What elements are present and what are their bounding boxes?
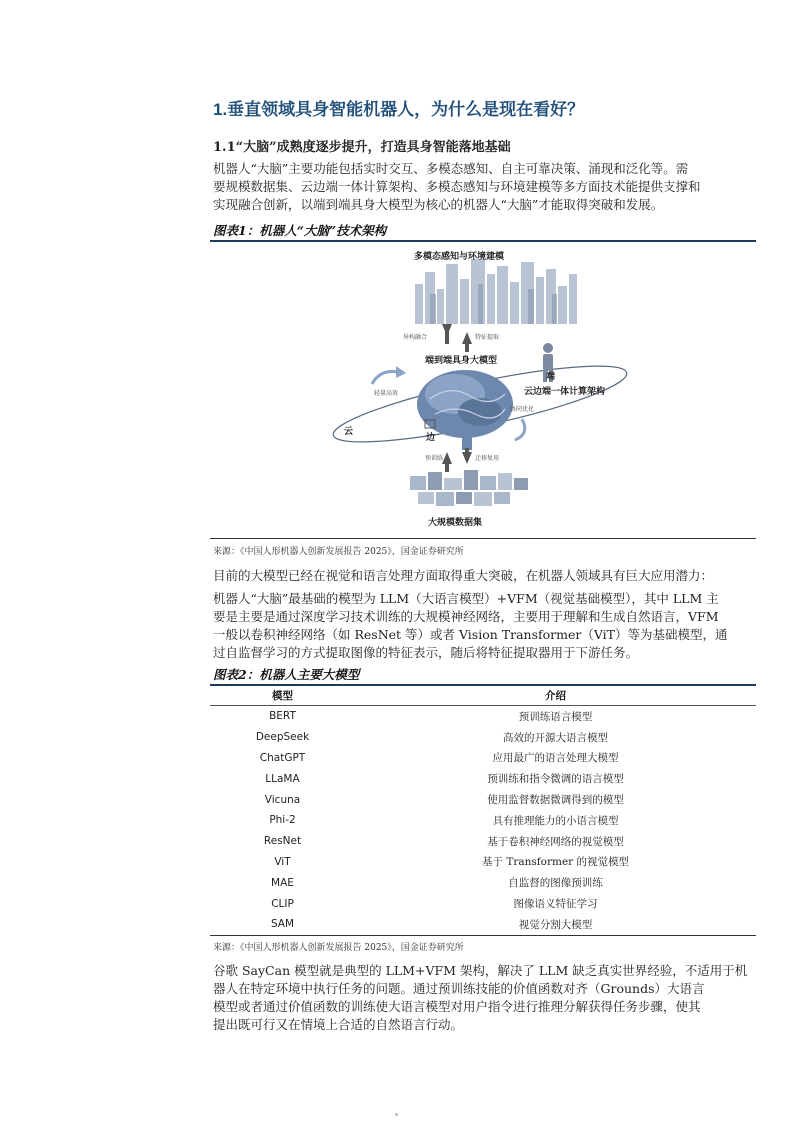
table-row [210, 706, 756, 727]
paragraph-3 [213, 590, 759, 662]
cell-intro: 预训练语言模型 [518, 710, 593, 723]
table-row [210, 872, 756, 893]
cell-model: ChatGPT [259, 751, 306, 764]
para4-line: 谷歌 SayCan 模型就是典型的 LLM+VFM 架构，解决了 LLM 缺乏真实世界经验，不适用于机 [213, 963, 748, 978]
para3-line: 机器人“大脑”最基础的模型为 LLM（大语言模型）+VFM（视觉基础模型），其中 LLM 主 [213, 591, 719, 606]
intro-line: 实现融合创新，以端到端具身大模型为核心的机器人“大脑”才能取得突破和发展。 [213, 197, 664, 212]
cell-model: SAM [270, 918, 295, 931]
cell-intro: 使用监督数据微调得到的模型 [487, 794, 624, 807]
intro-line: 机器人“大脑”主要功能包括实时交互、多模态感知、自主可靠决策、涌现和泛化等。需 [213, 161, 689, 176]
label-edge: 边 [426, 433, 436, 443]
cell-intro: 视觉分割大模型 [518, 918, 593, 931]
table-row [210, 748, 756, 769]
para3-line: 要是主要是通过深度学习技术训练的大规模神经网络，主要用于理解和生成自然语言，VFM [213, 609, 719, 624]
label-feature: 特征提取 [475, 334, 500, 341]
figure1-top-rule [210, 240, 756, 242]
dataset-cubes-graphic [410, 470, 528, 506]
section-title: 1.垂直领域具身智能机器人，为什么是现在看好？ [213, 100, 585, 119]
cell-model: ResNet [263, 835, 302, 848]
cell-model: Vicuna [264, 793, 301, 806]
figure1-title: 图表1：机器人“大脑”技术架构 [213, 223, 387, 238]
label-fusion: 异构融合 [403, 334, 428, 341]
label-coop: 协同优化 [510, 406, 535, 413]
cell-model: ViT [274, 855, 291, 868]
label-end: 端 [546, 372, 556, 382]
label-transfer: 迁移复用 [475, 455, 500, 462]
table-row [210, 893, 756, 914]
table-row [210, 768, 756, 789]
para4-line: 器人在特定环境中执行任务的问题。通过预训练技能的价值函数对齐（Grounds）大语言 [213, 981, 705, 996]
label-cloud-edge: 云边端一体计算架构 [524, 387, 606, 397]
figure1-source: 来源：《中国人形机器人创新发展报告 2025》，国金证券研究所 [213, 547, 464, 557]
figure1-bottom-rule [210, 538, 756, 539]
table-row [210, 914, 756, 935]
cell-intro: 具有推理能力的小语言模型 [492, 814, 619, 827]
paragraph-4 [213, 962, 759, 1034]
architecture-figure [330, 244, 670, 534]
header-model: 模型 [272, 690, 293, 702]
models-table [210, 686, 756, 935]
cell-intro: 自监督的图像预训练 [508, 877, 603, 890]
cell-intro: 基于 Transformer 的视觉模型 [481, 856, 630, 869]
label-multimodal: 多模态感知与环境建模 [414, 252, 505, 262]
para3-line: 过自监督学习的方式提取图像的特征表示，随后将特征提取器用于下游任务。 [213, 645, 639, 660]
paragraph-2: 目前的大模型已经在视觉和语言处理方面取得重大突破，在机器人领域具有巨大应用潜力： [213, 568, 714, 583]
cell-intro: 图像语义特征学习 [513, 898, 598, 911]
label-pretrain: 预训练 [425, 455, 444, 462]
table-header [210, 686, 756, 706]
para4-line: 提出既可行又在情境上合适的自然语言行动。 [213, 1017, 464, 1032]
page-marker-dot [395, 1113, 398, 1116]
label-cloud: 云 [344, 427, 354, 437]
label-model: 端到端具身大模型 [425, 356, 498, 366]
para3-line: 一般以卷积神经网络（如 ResNet 等）或者 Vision Transformer（ViT）等为基础模型，通 [213, 627, 728, 642]
figure2-source: 来源：《中国人形机器人创新发展报告 2025》，国金证券研究所 [213, 943, 464, 953]
figure2-title: 图表2：机器人主要大模型 [213, 667, 360, 682]
table-row [210, 727, 756, 748]
cell-model: MAE [271, 876, 294, 889]
label-light: 轻量高效 [374, 390, 399, 397]
section-subtitle: 1.1“大脑”成熟度逐步提升，打造具身智能落地基础 [213, 140, 511, 155]
intro-line: 要规模数据集、云边端一体计算架构、多模态感知与环境建模等多方面技术能提供支撑和 [213, 179, 701, 194]
label-dataset: 大规模数据集 [428, 518, 483, 528]
cell-model: CLIP [271, 897, 294, 910]
intro-paragraph [213, 160, 759, 214]
cell-intro: 高效的开源大语言模型 [503, 731, 608, 744]
cell-model: BERT [269, 710, 296, 723]
table-row [210, 810, 756, 831]
header-intro: 介绍 [545, 690, 566, 702]
cell-model: LLaMA [265, 772, 300, 785]
table-row [210, 789, 756, 810]
cell-model: Phi-2 [269, 814, 296, 827]
table-row [210, 831, 756, 852]
figure2-bottom-rule [210, 935, 756, 936]
cell-intro: 应用最广的语言处理大模型 [492, 752, 619, 765]
cell-intro: 基于卷积神经网络的视觉模型 [487, 835, 624, 848]
cell-model: DeepSeek [255, 731, 310, 744]
para4-line: 模型或者通过价值函数的训练使大语言模型对用户指令进行推理分解获得任务步骤，使其 [213, 999, 701, 1014]
table-row [210, 852, 756, 873]
cell-intro: 预训练和指令微调的语言模型 [487, 773, 624, 786]
